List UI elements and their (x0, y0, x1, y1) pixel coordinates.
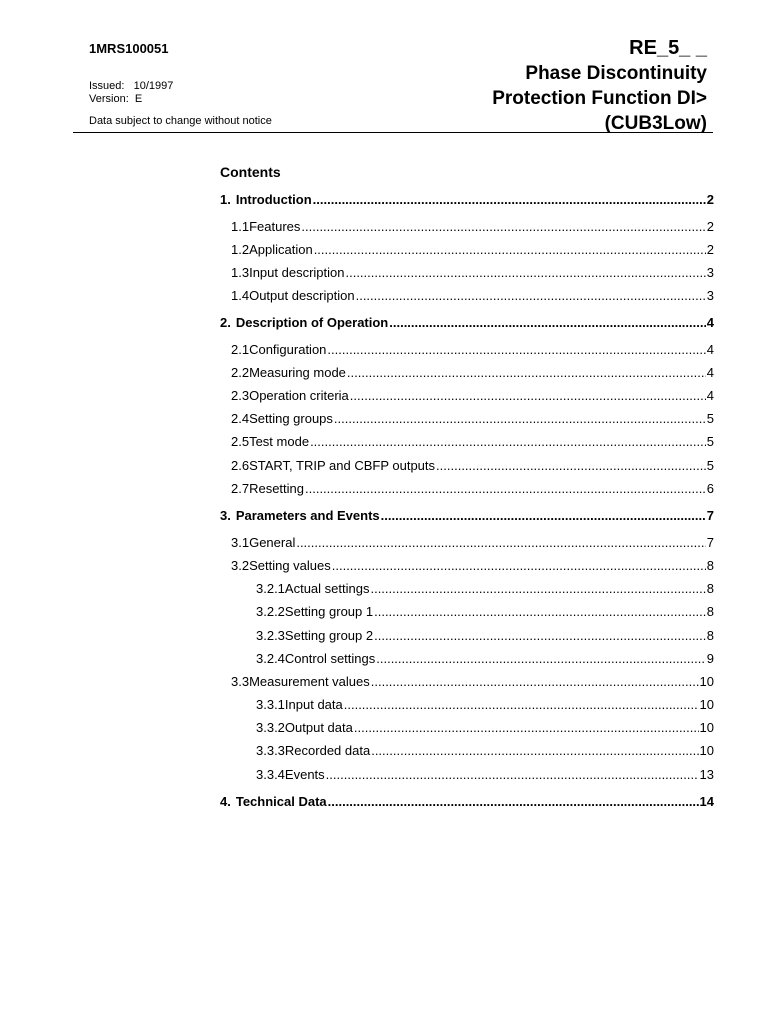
toc-entry-number: 3.3.4 (256, 767, 285, 782)
toc-dot-leader (381, 507, 706, 524)
toc-entry-number: 2.2 (231, 365, 250, 380)
toc-entry-title: Introduction (235, 192, 312, 207)
toc-entry (231, 534, 714, 551)
toc-entry-number: 1.4 (231, 288, 250, 303)
toc-entry-title: Features (249, 219, 301, 234)
toc-entry-page: 9 (706, 651, 714, 666)
toc-entry-page: 8 (706, 628, 714, 643)
toc-entry-number: 2.6 (231, 458, 250, 473)
toc-entry (220, 314, 714, 331)
toc-entry (231, 457, 714, 474)
toc-entry (256, 650, 714, 667)
toc-entry (256, 742, 714, 759)
title-line: Phase Discontinuity (525, 63, 707, 84)
toc-entry (231, 480, 714, 497)
toc-entry-number: 1.3 (231, 265, 250, 280)
toc-entry-number: 3.3.3 (256, 743, 285, 758)
toc-entry (256, 627, 714, 644)
toc-entry-title: Setting group 1 (284, 604, 374, 619)
toc-dot-leader (371, 673, 699, 690)
toc-entry-number: 2.7 (231, 481, 250, 496)
toc-entry-page: 7 (706, 535, 714, 550)
toc-entry-page: 8 (706, 604, 714, 619)
toc-dot-leader (313, 191, 706, 208)
toc-entry-title: Configuration (249, 342, 327, 357)
toc-entry-number: 3.2.2 (256, 604, 285, 619)
toc-entry-title: Setting groups (249, 411, 333, 426)
toc-entry-number: 3.3 (231, 674, 250, 689)
toc-dot-leader (327, 341, 705, 358)
toc-entry-title: Control settings (284, 651, 376, 666)
toc-entry-page: 4 (706, 388, 714, 403)
toc-entry-title: General (249, 535, 296, 550)
toc-entry (256, 603, 714, 620)
toc-entry-number: 2. (220, 315, 231, 330)
toc-entry (231, 287, 714, 304)
toc-entry-page: 2 (706, 219, 714, 234)
title-line: Protection Function DI> (492, 88, 707, 109)
toc-entry-page: 10 (699, 720, 714, 735)
toc-entry-page: 14 (699, 794, 714, 809)
toc-entry-page: 4 (706, 315, 714, 330)
toc-dot-leader (347, 364, 706, 381)
toc-entry-number: 3.3.1 (256, 697, 285, 712)
toc-dot-leader (374, 603, 706, 620)
toc-entry-title: Test mode (249, 434, 310, 449)
toc-entry-title: Technical Data (235, 794, 327, 809)
toc-entry-title: Measuring mode (249, 365, 346, 380)
toc-dot-leader (350, 387, 706, 404)
toc-entry (231, 387, 714, 404)
toc-entry (231, 673, 714, 690)
toc-entry-title: Recorded data (284, 743, 371, 758)
toc-entry-title: START, TRIP and CBFP outputs (249, 458, 436, 473)
toc-entry-page: 4 (706, 342, 714, 357)
toc-dot-leader (371, 742, 698, 759)
toc-dot-leader (354, 719, 699, 736)
toc-entry-title: Output data (284, 720, 353, 735)
toc-entry (256, 696, 714, 713)
toc-entry-title: Events (284, 767, 325, 782)
toc-entry (231, 218, 714, 235)
toc-entry (231, 557, 714, 574)
toc-entry-title: Actual settings (284, 581, 370, 596)
toc-dot-leader (356, 287, 706, 304)
toc-entry-number: 4. (220, 794, 231, 809)
toc-entry-page: 5 (706, 434, 714, 449)
toc-entry-title: Output description (249, 288, 355, 303)
document-id: 1MRS100051 (89, 41, 169, 56)
toc-entry-page: 6 (706, 481, 714, 496)
toc-dot-leader (296, 534, 705, 551)
toc-dot-leader (332, 557, 706, 574)
toc-entry-page: 2 (706, 192, 714, 207)
toc-entry-title: Input description (249, 265, 345, 280)
toc-dot-leader (345, 264, 705, 281)
toc-entry-number: 3.3.2 (256, 720, 285, 735)
toc-entry-number: 3.2 (231, 558, 250, 573)
toc-entry-title: Input data (284, 697, 343, 712)
toc-entry-number: 3.2.3 (256, 628, 285, 643)
toc-entry (231, 433, 714, 450)
toc-entry-number: 1.2 (231, 242, 250, 257)
toc-entry-page: 10 (699, 743, 714, 758)
toc-entry (256, 719, 714, 736)
toc-entry-number: 2.1 (231, 342, 250, 357)
version-label: Version: E (89, 93, 143, 105)
toc-dot-leader (436, 457, 706, 474)
toc-entry-page: 7 (706, 508, 714, 523)
toc-entry-number: 1. (220, 192, 231, 207)
toc-entry-page: 13 (699, 767, 714, 782)
toc-entry-title: Measurement values (249, 674, 370, 689)
toc-entry-title: Setting group 2 (284, 628, 374, 643)
toc-dot-leader (374, 627, 706, 644)
toc-dot-leader (310, 433, 706, 450)
toc-entry-page: 10 (699, 674, 714, 689)
toc-entry (220, 191, 714, 208)
toc-entry (231, 410, 714, 427)
toc-dot-leader (301, 218, 705, 235)
toc-entry-page: 10 (699, 697, 714, 712)
toc-dot-leader (376, 650, 706, 667)
toc-entry (231, 364, 714, 381)
toc-entry-number: 2.3 (231, 388, 250, 403)
toc-entry-number: 3.2.1 (256, 581, 285, 596)
toc-entry (256, 580, 714, 597)
toc-entry (231, 264, 714, 281)
toc-dot-leader (370, 580, 705, 597)
toc-entry-title: Resetting (249, 481, 304, 496)
toc-dot-leader (389, 314, 706, 331)
toc-entry-page: 3 (706, 288, 714, 303)
toc-entry (231, 241, 714, 258)
toc-entry-number: 2.4 (231, 411, 250, 426)
contents-heading: Contents (220, 164, 281, 180)
toc-entry-number: 1.1 (231, 219, 250, 234)
change-notice: Data subject to change without notice (89, 115, 272, 127)
toc-entry (256, 766, 714, 783)
toc-entry-page: 5 (706, 458, 714, 473)
toc-entry-page: 8 (706, 558, 714, 573)
toc-entry-title: Operation criteria (249, 388, 349, 403)
toc-dot-leader (314, 241, 706, 258)
toc-dot-leader (328, 793, 699, 810)
title-line: (CUB3Low) (604, 113, 707, 134)
toc-entry-title: Application (249, 242, 313, 257)
toc-entry (220, 507, 714, 524)
toc-dot-leader (344, 696, 699, 713)
toc-entry-page: 8 (706, 581, 714, 596)
toc-entry-title: Setting values (249, 558, 331, 573)
toc-entry-title: Description of Operation (235, 315, 389, 330)
issued-date: Issued: 10/1997 (89, 80, 174, 92)
toc-entry-number: 3.2.4 (256, 651, 285, 666)
toc-entry-number: 2.5 (231, 434, 250, 449)
toc-entry-number: 3. (220, 508, 231, 523)
toc-dot-leader (305, 480, 706, 497)
toc-entry-page: 5 (706, 411, 714, 426)
toc-dot-leader (334, 410, 706, 427)
toc-entry-page: 4 (706, 365, 714, 380)
toc-entry-page: 3 (706, 265, 714, 280)
toc-entry-page: 2 (706, 242, 714, 257)
toc-entry-title: Parameters and Events (235, 508, 380, 523)
toc-entry (220, 793, 714, 810)
toc-entry-number: 3.1 (231, 535, 250, 550)
toc-entry (231, 341, 714, 358)
title-line: RE_5_ _ (629, 37, 707, 59)
toc-dot-leader (326, 766, 699, 783)
